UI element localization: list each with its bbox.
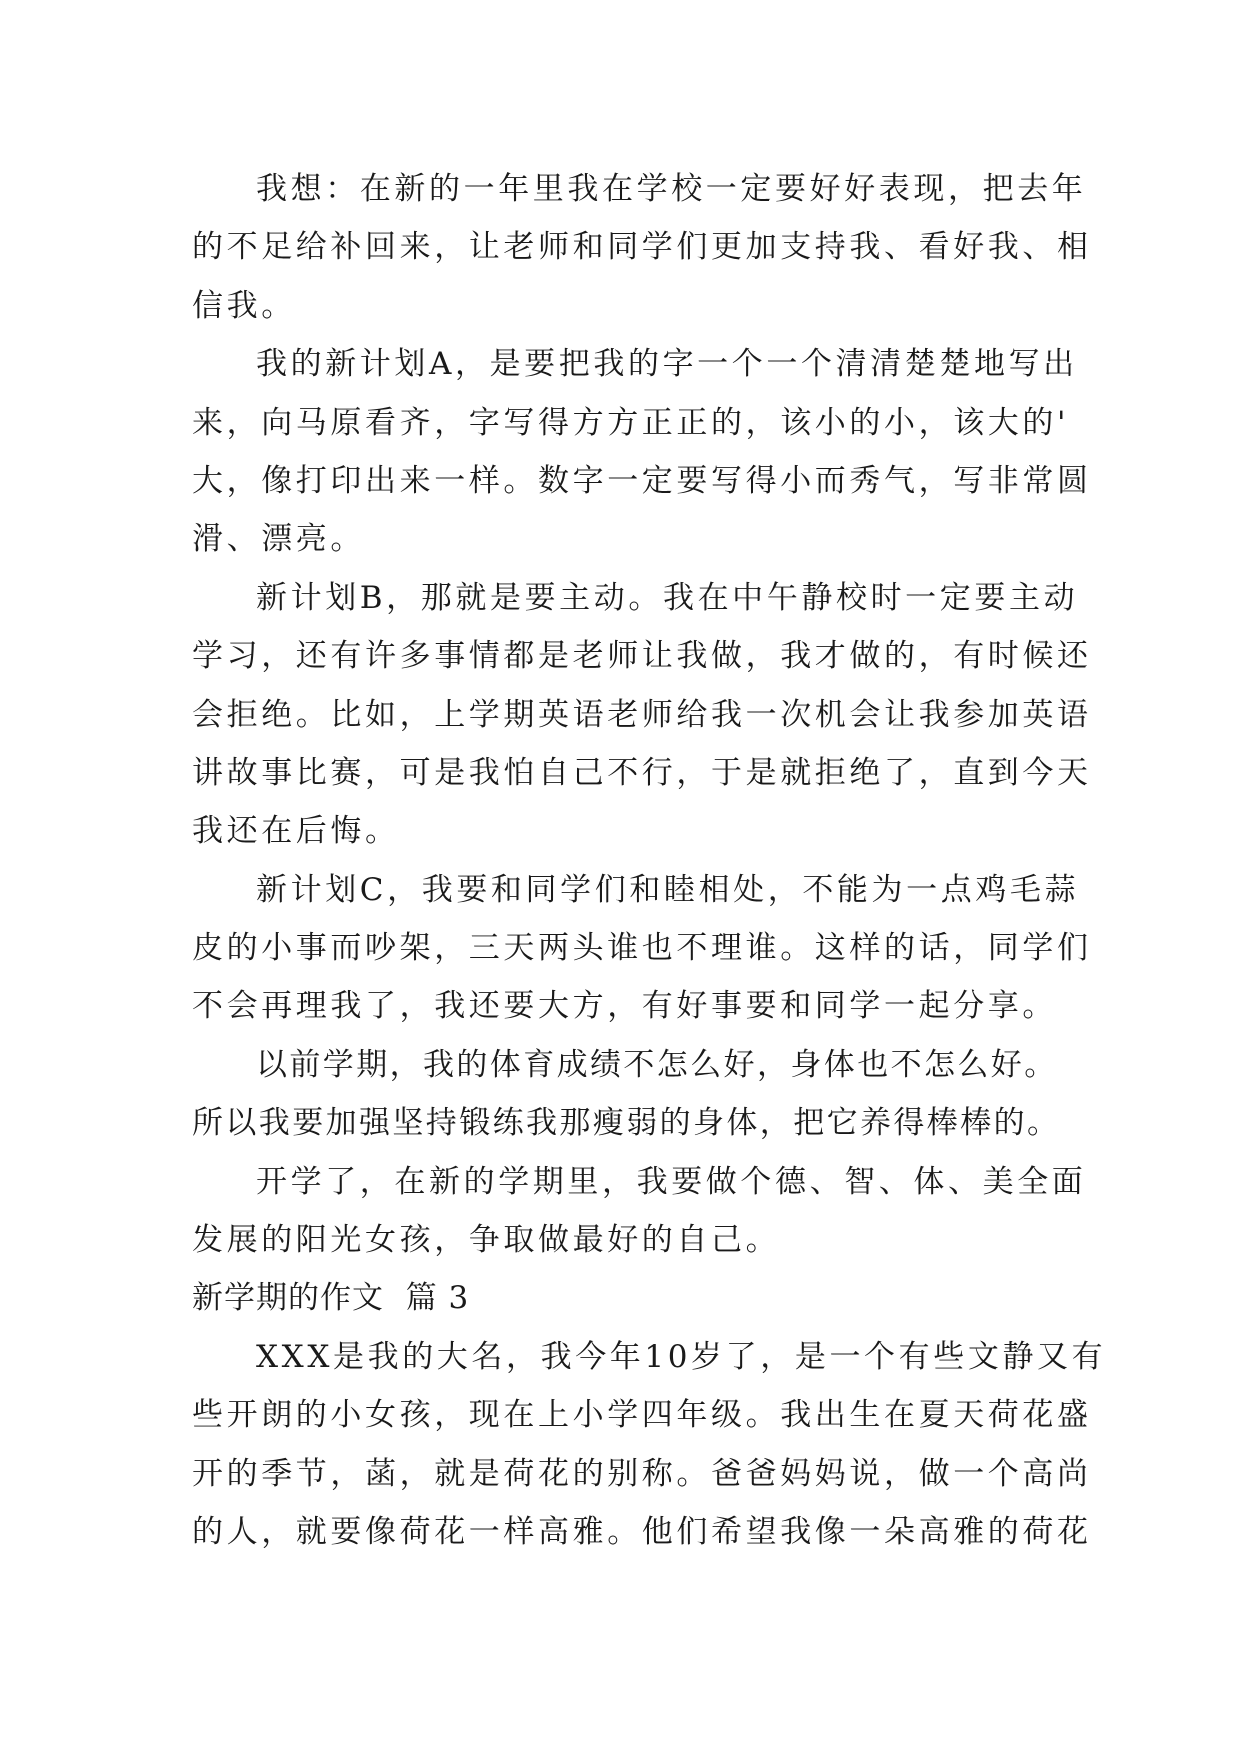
text-line: 些开朗的小女孩，现在上小学四年级。我出生在夏天荷花盛 xyxy=(192,1397,1092,1434)
text-line: XXX是我的大名，我今年10岁了，是一个有些文静又有 xyxy=(256,1338,1107,1375)
text-line: 新计划C，我要和同学们和睦相处，不能为一点鸡毛蒜 xyxy=(256,871,1080,908)
document-body xyxy=(192,160,1107,1561)
text-line: 我想：在新的一年里我在学校一定要好好表现，把去年 xyxy=(256,171,1087,207)
text-line: 信我。 xyxy=(192,287,296,324)
text-line: 所以我要加强坚持锻练我那瘦弱的身体，把它养得棒棒的。 xyxy=(192,1105,1061,1142)
text-line: 以前学期，我的体育成绩不怎么好，身体也不怎么好。 xyxy=(256,1046,1058,1083)
text-line: 发展的阳光女孩，争取做最好的自己。 xyxy=(192,1222,781,1259)
text-line: 学习，还有许多事情都是老师让我做，我才做的，有时候还 xyxy=(192,638,1092,675)
text-line: 皮的小事而吵架，三天两头谁也不理谁。这样的话，同学们 xyxy=(192,930,1092,967)
text-line: 滑、漂亮。 xyxy=(192,521,365,558)
text-line: 开学了，在新的学期里，我要做个德、智、体、美全面 xyxy=(256,1163,1087,1200)
text-line: 开的季节，菡，就是荷花的别称。爸爸妈妈说，做一个高尚 xyxy=(192,1455,1092,1492)
text-line: 大，像打印出来一样。数字一定要写得小而秀气，写非常圆 xyxy=(192,462,1092,499)
text-line: 的不足给补回来，让老师和同学们更加支持我、看好我、相 xyxy=(192,229,1092,266)
text-line: 讲故事比赛，可是我怕自己不行，于是就拒绝了，直到今天 xyxy=(192,754,1092,791)
text-line: 会拒绝。比如，上学期英语老师给我一次机会让我参加英语 xyxy=(192,696,1092,733)
text-line: 我的新计划A，是要把我的字一个一个清清楚楚地写出 xyxy=(256,346,1078,383)
text-line: 的人，就要像荷花一样高雅。他们希望我像一朵高雅的荷花 xyxy=(192,1513,1092,1550)
text-line: 我还在后悔。 xyxy=(192,813,400,850)
section-heading: 新学期的作文 篇 3 xyxy=(192,1280,470,1317)
text-line: 新计划B，那就是要主动。我在中午静校时一定要主动 xyxy=(256,579,1079,616)
text-line: 来，向马原看齐，字写得方方正正的，该小的小，该大的' xyxy=(192,404,1070,441)
text-line: 不会再理我了，我还要大方，有好事要和同学一起分享。 xyxy=(192,988,1057,1025)
